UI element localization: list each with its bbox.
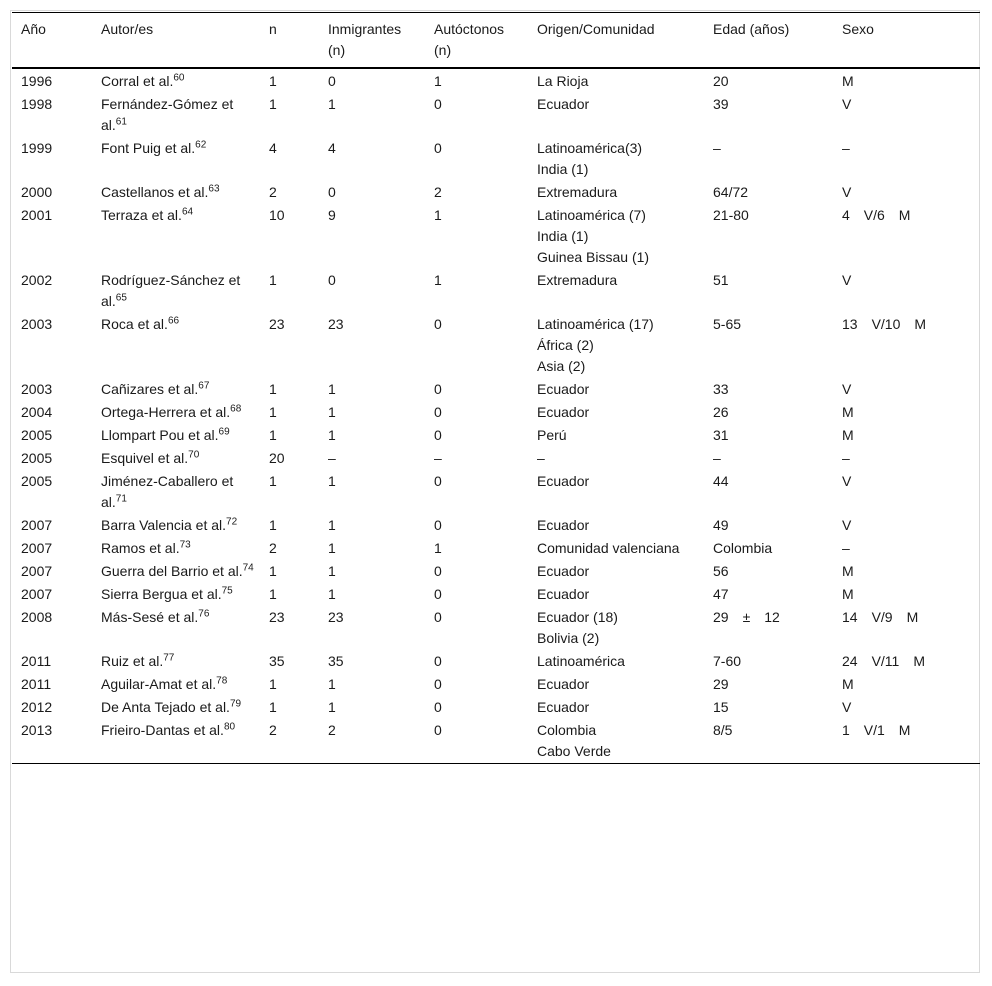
cell-authors: [95, 696, 263, 719]
cell-authors: [95, 606, 263, 650]
cell-year: 2007: [21, 586, 53, 602]
cell-sex: –: [842, 450, 850, 466]
cell-immigrants: 35: [328, 653, 344, 669]
origin-line: Latinoamérica: [537, 653, 625, 669]
cell-sex: 4 V/6 M: [842, 207, 911, 223]
cell-immigrants: 0: [328, 73, 336, 89]
author-name: Terraza et al.: [101, 207, 182, 223]
origin-line: Ecuador: [537, 381, 590, 397]
cell-sex: –: [842, 140, 850, 156]
table-row: [12, 378, 980, 401]
reference-number: 72: [226, 516, 238, 528]
table-row: [12, 606, 980, 650]
cases-table: [12, 12, 980, 764]
cell-immigrants: 0: [328, 184, 336, 200]
cell-origin: [531, 560, 707, 583]
cell-natives: 0: [434, 473, 442, 489]
cell-natives: 0: [434, 517, 442, 533]
cell-origin: [531, 696, 707, 719]
table-row: [12, 68, 980, 93]
cell-sex: 24 V/11 M: [842, 653, 925, 669]
cell-natives: 0: [434, 427, 442, 443]
origin-line: India (1): [537, 161, 589, 177]
table-body: [12, 68, 980, 764]
author-name: Roca et al.: [101, 316, 168, 332]
author-name: Font Puig et al.: [101, 140, 196, 156]
cell-year: 2005: [21, 473, 53, 489]
cell-authors: [95, 424, 263, 447]
cell-authors: [95, 537, 263, 560]
cell-authors: [95, 269, 263, 313]
cell-year: 2011: [21, 653, 52, 669]
author-name: Guerra del Barrio et al.: [101, 563, 243, 579]
cell-sex: V: [842, 699, 852, 715]
header-sex: Sexo: [842, 21, 874, 37]
author-name: Frieiro-Dantas et al.: [101, 722, 224, 738]
origin-line: Ecuador: [537, 473, 590, 489]
cell-authors: [95, 313, 263, 378]
cell-age: 21-80: [713, 207, 749, 223]
cell-sex: –: [842, 540, 850, 556]
author-name: Más-Sesé et al.: [101, 609, 199, 625]
origin-line: Cabo Verde: [537, 743, 611, 759]
cell-sex: 1 V/1 M: [842, 722, 911, 738]
cell-n: 1: [269, 272, 277, 288]
cell-origin: [531, 673, 707, 696]
origin-line: Extremadura: [537, 184, 618, 200]
reference-number: 73: [179, 539, 191, 551]
cell-n: 1: [269, 381, 277, 397]
cell-origin: [531, 93, 707, 137]
cell-age: 8/5: [713, 722, 733, 738]
cell-origin: [531, 424, 707, 447]
cell-origin: [531, 606, 707, 650]
table-row: [12, 696, 980, 719]
cell-age: Colombia: [713, 540, 773, 556]
cell-n: 4: [269, 140, 277, 156]
cell-immigrants: –: [328, 450, 336, 466]
cell-sex: M: [842, 404, 854, 420]
cell-authors: [95, 378, 263, 401]
cell-immigrants: 1: [328, 699, 336, 715]
reference-number: 67: [198, 380, 210, 392]
cell-age: 5-65: [713, 316, 742, 332]
origin-line: Perú: [537, 427, 567, 443]
origin-line: Bolivia (2): [537, 630, 600, 646]
cell-immigrants: 1: [328, 517, 336, 533]
cell-immigrants: 1: [328, 427, 336, 443]
author-name: Rodríguez-Sánchez et al.: [101, 272, 241, 309]
cell-n: 10: [269, 207, 285, 223]
author-name: Jiménez-Caballero et al.: [101, 473, 234, 510]
reference-number: 71: [115, 493, 127, 505]
header-natives: Autóctonos (n): [434, 21, 505, 58]
reference-number: 60: [173, 72, 185, 84]
cell-year: 2008: [21, 609, 53, 625]
cell-n: 1: [269, 699, 277, 715]
cell-origin: [531, 650, 707, 673]
cell-n: 1: [269, 517, 277, 533]
author-name: Corral et al.: [101, 73, 174, 89]
cell-immigrants: 1: [328, 96, 336, 112]
cell-year: 1999: [21, 140, 53, 156]
cell-origin: [531, 137, 707, 181]
cell-age: –: [713, 450, 721, 466]
cell-natives: 0: [434, 404, 442, 420]
author-name: Cañizares et al.: [101, 381, 199, 397]
header-immigrants: Inmigrantes (n): [328, 21, 402, 58]
cell-natives: 2: [434, 184, 442, 200]
cell-origin: [531, 719, 707, 764]
cell-authors: [95, 470, 263, 514]
cell-n: 1: [269, 676, 277, 692]
cell-age: 47: [713, 586, 729, 602]
cell-n: 1: [269, 73, 277, 89]
author-name: Ramos et al.: [101, 540, 180, 556]
cell-natives: 0: [434, 722, 442, 738]
cell-origin: [531, 514, 707, 537]
cell-year: 2003: [21, 381, 53, 397]
cell-n: 1: [269, 473, 277, 489]
table-row: [12, 269, 980, 313]
cell-natives: 0: [434, 586, 442, 602]
table-header: [12, 13, 980, 69]
cell-immigrants: 1: [328, 563, 336, 579]
cell-n: 1: [269, 586, 277, 602]
table-row: [12, 424, 980, 447]
cell-n: 23: [269, 316, 285, 332]
cell-age: 49: [713, 517, 729, 533]
table-row: [12, 204, 980, 269]
table-row: [12, 401, 980, 424]
cell-natives: 0: [434, 699, 442, 715]
cell-authors: [95, 650, 263, 673]
origin-line: India (1): [537, 228, 589, 244]
cell-n: 35: [269, 653, 285, 669]
cell-origin: [531, 470, 707, 514]
cell-immigrants: 0: [328, 272, 336, 288]
cell-natives: 1: [434, 73, 442, 89]
reference-number: 62: [195, 139, 207, 151]
table-row: [12, 560, 980, 583]
cell-age: 51: [713, 272, 729, 288]
cell-age: 31: [713, 427, 729, 443]
cell-age: 33: [713, 381, 729, 397]
cell-authors: [95, 514, 263, 537]
cell-origin: [531, 269, 707, 313]
cell-n: 1: [269, 427, 277, 443]
cell-n: 2: [269, 184, 277, 200]
author-name: Llompart Pou et al.: [101, 427, 219, 443]
cell-n: 2: [269, 540, 277, 556]
reference-number: 78: [216, 675, 228, 687]
origin-line: Ecuador: [537, 563, 590, 579]
cell-n: 20: [269, 450, 285, 466]
cell-n: 1: [269, 404, 277, 420]
cell-age: 56: [713, 563, 729, 579]
cell-year: 2007: [21, 517, 53, 533]
author-name: Barra Valencia et al.: [101, 517, 227, 533]
cell-age: –: [713, 140, 721, 156]
table-row: [12, 514, 980, 537]
table-row: [12, 93, 980, 137]
table-row: [12, 719, 980, 764]
cell-age: 26: [713, 404, 729, 420]
reference-number: 75: [221, 585, 233, 597]
cell-natives: 0: [434, 653, 442, 669]
cell-year: 2005: [21, 450, 53, 466]
author-name: Sierra Bergua et al.: [101, 586, 222, 602]
cell-immigrants: 1: [328, 540, 336, 556]
reference-number: 65: [115, 292, 127, 304]
cell-sex: M: [842, 563, 854, 579]
origin-line: –: [537, 450, 545, 466]
table-row: [12, 313, 980, 378]
cell-n: 1: [269, 96, 277, 112]
cell-sex: V: [842, 381, 852, 397]
cell-authors: [95, 68, 263, 93]
cell-natives: 0: [434, 140, 442, 156]
cell-n: 1: [269, 563, 277, 579]
cell-natives: –: [434, 450, 442, 466]
cell-age: 7-60: [713, 653, 742, 669]
reference-number: 63: [208, 183, 220, 195]
reference-number: 69: [218, 426, 230, 438]
cell-n: 23: [269, 609, 285, 625]
reference-number: 79: [229, 698, 242, 710]
cell-age: 20: [713, 73, 729, 89]
cell-origin: [531, 181, 707, 204]
cell-natives: 0: [434, 609, 442, 625]
table-row: [12, 470, 980, 514]
cell-sex: M: [842, 73, 854, 89]
reference-number: 61: [115, 116, 127, 128]
table-row: [12, 583, 980, 606]
cell-origin: [531, 204, 707, 269]
cell-natives: 1: [434, 540, 442, 556]
cell-natives: 0: [434, 563, 442, 579]
cell-authors: [95, 181, 263, 204]
cell-origin: [531, 68, 707, 93]
cell-year: 2000: [21, 184, 53, 200]
cell-authors: [95, 401, 263, 424]
cell-sex: M: [842, 586, 854, 602]
table-row: [12, 537, 980, 560]
reference-number: 80: [223, 721, 236, 733]
cell-immigrants: 1: [328, 586, 336, 602]
cell-immigrants: 1: [328, 676, 336, 692]
cell-origin: [531, 537, 707, 560]
origin-line: Asia (2): [537, 358, 586, 374]
cell-authors: [95, 137, 263, 181]
origin-line: Colombia: [537, 722, 597, 738]
origin-line: Latinoamérica (7): [537, 207, 646, 223]
cell-immigrants: 23: [328, 316, 344, 332]
cell-sex: M: [842, 427, 854, 443]
cell-origin: [531, 447, 707, 470]
cell-authors: [95, 673, 263, 696]
header-age: Edad (años): [713, 21, 790, 37]
author-name: Esquivel et al.: [101, 450, 189, 466]
table-row: [12, 447, 980, 470]
cell-sex: V: [842, 473, 852, 489]
cell-immigrants: 9: [328, 207, 336, 223]
origin-line: Ecuador: [537, 404, 590, 420]
reference-number: 76: [198, 608, 210, 620]
header-origin: Origen/Comunidad: [537, 21, 655, 37]
reference-number: 64: [181, 206, 194, 218]
cell-authors: [95, 204, 263, 269]
cell-origin: [531, 378, 707, 401]
cell-authors: [95, 447, 263, 470]
cell-sex: 14 V/9 M: [842, 609, 919, 625]
cell-sex: M: [842, 676, 854, 692]
origin-line: La Rioja: [537, 73, 589, 89]
origin-line: Comunidad valenciana: [537, 540, 680, 556]
cell-authors: [95, 560, 263, 583]
cell-immigrants: 2: [328, 722, 336, 738]
table-row: [12, 650, 980, 673]
cell-year: 2003: [21, 316, 53, 332]
cell-sex: V: [842, 272, 852, 288]
cell-natives: 0: [434, 381, 442, 397]
cell-year: 2002: [21, 272, 53, 288]
cell-sex: V: [842, 96, 852, 112]
origin-line: Latinoamérica(3): [537, 140, 643, 156]
author-name: Fernández-Gómez et al.: [101, 96, 234, 133]
author-name: De Anta Tejado et al.: [101, 699, 230, 715]
cell-natives: 0: [434, 96, 442, 112]
table-row: [12, 181, 980, 204]
author-name: Aguilar-Amat et al.: [101, 676, 217, 692]
cell-authors: [95, 93, 263, 137]
origin-line: Ecuador: [537, 586, 590, 602]
cell-age: 15: [713, 699, 729, 715]
header-year: Año: [21, 21, 46, 37]
cell-age: 29: [713, 676, 729, 692]
cell-year: 2007: [21, 563, 53, 579]
reference-number: 74: [242, 562, 254, 574]
cell-year: 1998: [21, 96, 53, 112]
cell-origin: [531, 401, 707, 424]
author-name: Ortega-Herrera et al.: [101, 404, 231, 420]
cell-natives: 1: [434, 207, 442, 223]
cell-immigrants: 4: [328, 140, 336, 156]
cell-year: 2005: [21, 427, 53, 443]
cell-natives: 0: [434, 316, 442, 332]
cell-year: 2004: [21, 404, 53, 420]
origin-line: Ecuador: [537, 96, 590, 112]
reference-number: 68: [230, 403, 242, 415]
cell-immigrants: 1: [328, 381, 336, 397]
cell-immigrants: 1: [328, 473, 336, 489]
cell-origin: [531, 313, 707, 378]
cell-age: 39: [713, 96, 729, 112]
header-row: [12, 13, 980, 69]
origin-line: Extremadura: [537, 272, 618, 288]
origin-line: África (2): [537, 337, 594, 353]
table-row: [12, 673, 980, 696]
author-name: Castellanos et al.: [101, 184, 209, 200]
cell-year: 2012: [21, 699, 53, 715]
cell-age: 44: [713, 473, 729, 489]
origin-line: Ecuador (18): [537, 609, 618, 625]
cell-natives: 0: [434, 676, 442, 692]
cell-sex: V: [842, 184, 852, 200]
cell-n: 2: [269, 722, 277, 738]
origin-line: Guinea Bissau (1): [537, 249, 650, 265]
reference-number: 66: [167, 315, 180, 327]
cell-sex: 13 V/10 M: [842, 316, 927, 332]
cell-year: 2001: [21, 207, 53, 223]
origin-line: Ecuador: [537, 676, 590, 692]
reference-number: 70: [188, 449, 200, 461]
cell-authors: [95, 583, 263, 606]
author-name: Ruiz et al.: [101, 653, 164, 669]
cell-age: 29 ± 12: [713, 609, 780, 625]
origin-line: Ecuador: [537, 699, 590, 715]
cell-year: 2013: [21, 722, 53, 738]
header-authors: Autor/es: [101, 21, 154, 37]
origin-line: Ecuador: [537, 517, 590, 533]
cell-year: 2011: [21, 676, 52, 692]
cell-age: 64/72: [713, 184, 749, 200]
reference-number: 77: [163, 652, 175, 664]
cell-sex: V: [842, 517, 852, 533]
cell-natives: 1: [434, 272, 442, 288]
origin-line: Latinoamérica (17): [537, 316, 654, 332]
cell-origin: [531, 583, 707, 606]
cell-immigrants: 23: [328, 609, 344, 625]
cell-year: 1996: [21, 73, 53, 89]
cell-immigrants: 1: [328, 404, 336, 420]
cell-authors: [95, 719, 263, 764]
cell-year: 2007: [21, 540, 53, 556]
header-n: n: [269, 21, 277, 37]
table-row: [12, 137, 980, 181]
